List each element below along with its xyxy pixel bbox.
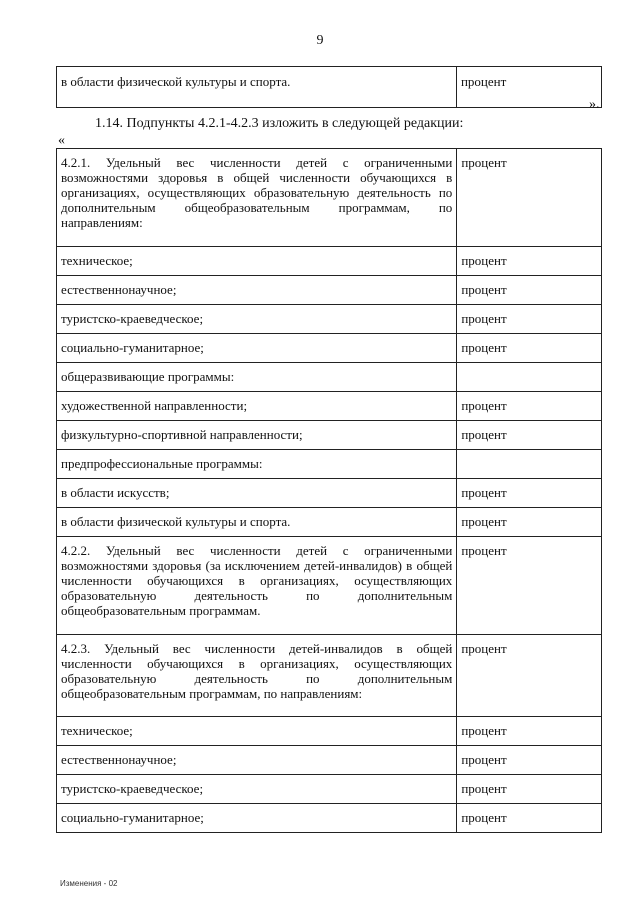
row-description: общеразвивающие программы: xyxy=(57,363,457,392)
row-description: 4.2.3. Удельный вес численности детей-инвалидов в общей численности обучающихся в организациях, осуществляющих образовательную деятельность по дополнительным общеобразовательным программам, по направлениям: xyxy=(57,635,457,717)
row-description: социально-гуманитарное; xyxy=(57,334,457,363)
table-row xyxy=(57,421,602,450)
table-row xyxy=(57,305,602,334)
row-unit: процент xyxy=(457,775,602,804)
row-description: в области искусств; xyxy=(57,479,457,508)
row-description: предпрофессиональные программы: xyxy=(57,450,457,479)
row-unit: процент xyxy=(457,635,602,717)
page-number: 9 xyxy=(316,33,324,48)
row-unit: процент xyxy=(457,276,602,305)
table-row xyxy=(57,149,602,247)
opening-quote: « xyxy=(58,133,65,148)
row-description: 4.2.1. Удельный вес численности детей с ограниченными возможностями здоровья в общей численности обучающихся в организациях, осуществляющих образовательную деятельность по дополнительным общеобразовательным программам, по направлениям: xyxy=(57,149,457,247)
table-row xyxy=(57,775,602,804)
row-unit: процент xyxy=(456,67,601,108)
row-description: туристско-краеведческое; xyxy=(57,775,457,804)
table-row xyxy=(57,276,602,305)
row-description: техническое; xyxy=(57,247,457,276)
row-description: социально-гуманитарное; xyxy=(57,804,457,833)
row-unit: процент xyxy=(457,479,602,508)
table-row xyxy=(57,717,602,746)
table-row xyxy=(57,746,602,775)
row-description: художественной направленности; xyxy=(57,392,457,421)
indicators-table xyxy=(56,148,602,833)
footer-note: Изменения - 02 xyxy=(60,879,118,888)
row-unit xyxy=(457,363,602,392)
row-unit: процент xyxy=(457,334,602,363)
row-unit: процент xyxy=(457,717,602,746)
row-description: естественнонаучное; xyxy=(57,746,457,775)
row-description: техническое; xyxy=(57,717,457,746)
row-unit: процент xyxy=(457,392,602,421)
table-row xyxy=(57,537,602,635)
row-unit: процент xyxy=(457,508,602,537)
row-unit: процент xyxy=(457,537,602,635)
row-description: туристско-краеведческое; xyxy=(57,305,457,334)
table-row xyxy=(57,508,602,537)
row-unit: процент xyxy=(457,247,602,276)
row-unit: процент xyxy=(457,804,602,833)
table-row xyxy=(57,804,602,833)
amendment-instruction: 1.14. Подпункты 4.2.1-4.2.3 изложить в следующей редакции: xyxy=(95,116,464,131)
row-description: естественнонаучное; xyxy=(57,276,457,305)
row-unit: процент xyxy=(457,305,602,334)
row-unit: процент xyxy=(457,149,602,247)
table-row xyxy=(57,334,602,363)
row-unit: процент xyxy=(457,746,602,775)
row-description: физкультурно-спортивной направленности; xyxy=(57,421,457,450)
table-row xyxy=(57,479,602,508)
row-description: в области физической культуры и спорта. xyxy=(57,508,457,537)
closing-quote: ». xyxy=(589,97,600,112)
row-description: 4.2.2. Удельный вес численности детей с ограниченными возможностями здоровья (за исключением детей-инвалидов) в общей численности обучающихся в организациях, осуществляющих образовательную деятельность по дополнительным общеобразовательным программам. xyxy=(57,537,457,635)
row-unit xyxy=(457,450,602,479)
table-row xyxy=(57,363,602,392)
table-row xyxy=(57,392,602,421)
table-row xyxy=(57,67,602,108)
row-description: в области физической культуры и спорта. xyxy=(57,67,457,108)
table-row xyxy=(57,635,602,717)
continued-table xyxy=(56,66,602,108)
table-row xyxy=(57,450,602,479)
row-unit: процент xyxy=(457,421,602,450)
table-row xyxy=(57,247,602,276)
